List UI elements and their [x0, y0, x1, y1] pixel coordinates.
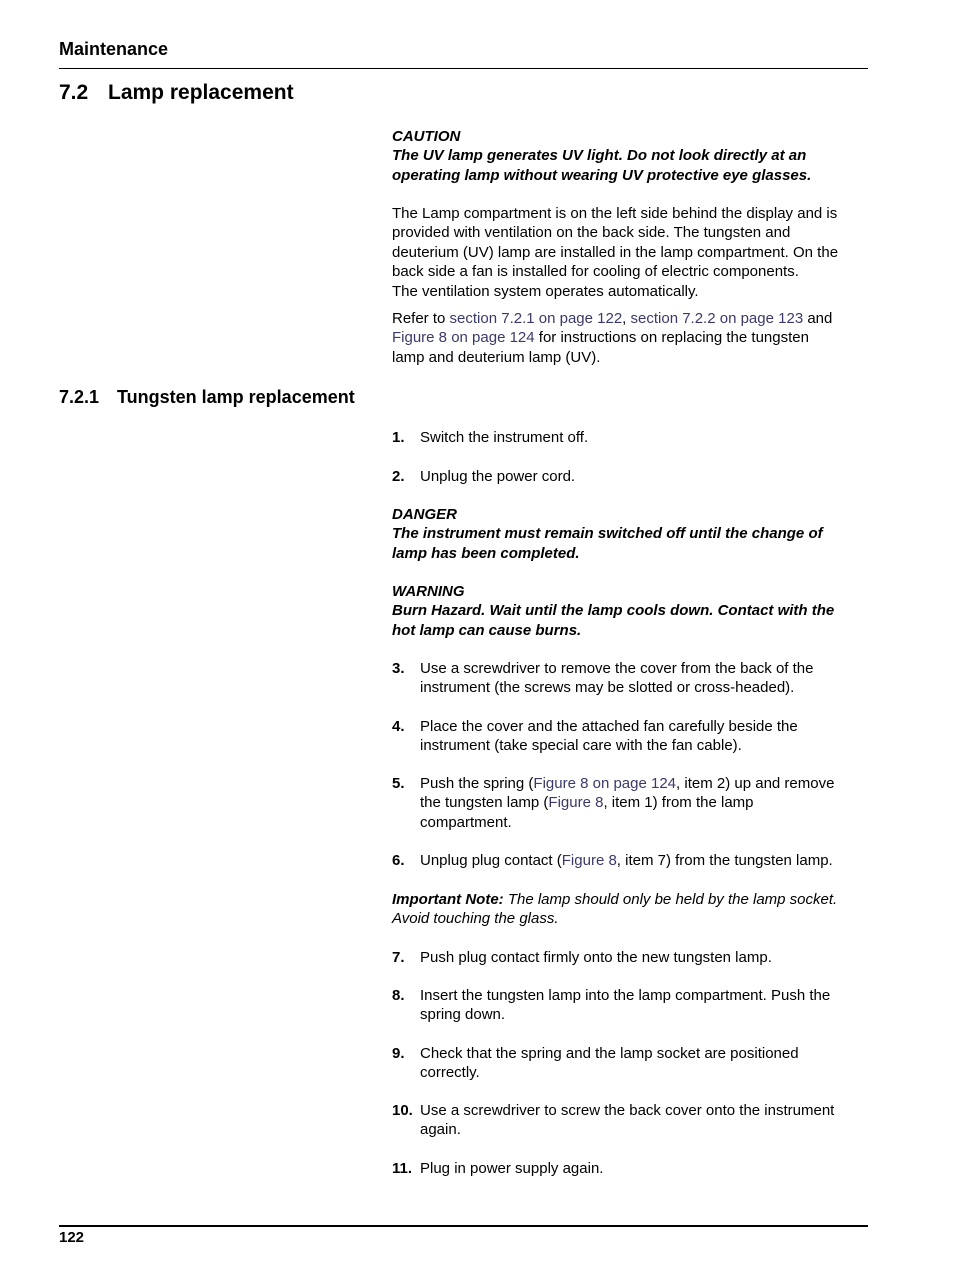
- reference-line: [392, 309, 868, 328]
- step-text: Plug in power supply again.: [420, 1160, 604, 1177]
- header-rule: [59, 68, 868, 69]
- intro-line: The Lamp compartment is on the left side behind the display and is: [392, 205, 838, 222]
- step-8: [392, 986, 868, 1025]
- step-number: 3.: [392, 660, 405, 677]
- step-number: 5.: [392, 775, 405, 792]
- step-text-line: Use a screwdriver to screw the back cover onto the instrument: [420, 1102, 835, 1119]
- figure-8-link[interactable]: Figure 8: [561, 852, 617, 869]
- step-number: 2.: [392, 468, 405, 485]
- step-number: 11.: [392, 1160, 413, 1177]
- note-text: The lamp should only be held by the lamp socket.: [503, 891, 838, 908]
- step-text-line: Place the cover and the attached fan carefully beside the: [420, 718, 798, 735]
- caution-box: [392, 127, 868, 185]
- running-header: Maintenance: [59, 39, 169, 59]
- step-text: Push plug contact firmly onto the new tungsten lamp.: [420, 949, 772, 966]
- danger-label: DANGER: [392, 506, 458, 523]
- step-5: [392, 774, 868, 832]
- note-label: Important Note:: [392, 891, 504, 908]
- intro-line: deuterium (UV) lamp are installed in the lamp compartment. On the: [392, 243, 839, 261]
- step-9: [392, 1044, 868, 1083]
- step-text-line: [420, 793, 868, 812]
- step-text-line: Check that the spring and the lamp socket are positioned: [420, 1045, 799, 1062]
- caution-text-line: operating lamp without wearing UV protective eye glasses.: [392, 166, 812, 184]
- step-2: [392, 467, 868, 486]
- subsection-number: 7.2.1: [59, 387, 100, 407]
- warning-text-line: Burn Hazard. Wait until the lamp cools down. Contact with the: [392, 602, 835, 620]
- caution-label: CAUTION: [392, 128, 461, 145]
- subsection-heading: [59, 387, 355, 408]
- step-number: 8.: [392, 987, 405, 1004]
- figure-8-link[interactable]: Figure 8 on page 124: [392, 329, 535, 347]
- step-text: , item 7) from the tungsten lamp.: [616, 852, 833, 869]
- step-number: 4.: [392, 718, 405, 735]
- page-number: 122: [59, 1229, 85, 1246]
- intro-line: provided with ventilation on the back side. The tungsten and: [392, 224, 791, 242]
- reference-text: Refer to: [392, 310, 450, 327]
- important-note: [392, 890, 868, 929]
- figure-8-link[interactable]: Figure 8: [548, 794, 604, 812]
- danger-box: [392, 505, 868, 563]
- warning-box: [392, 582, 868, 640]
- step-text-line: [420, 774, 868, 793]
- step-7: [392, 948, 868, 967]
- intro-line: The ventilation system operates automatically.: [392, 282, 699, 300]
- reference-text: and: [803, 310, 833, 327]
- warning-label: WARNING: [392, 583, 465, 600]
- step-6: [392, 851, 868, 870]
- step-text-line: correctly.: [420, 1064, 480, 1082]
- caution-text-line: The UV lamp generates UV light. Do not look directly at an: [392, 147, 807, 165]
- intro-paragraph: [392, 204, 868, 301]
- footer-rule: [59, 1225, 868, 1227]
- step-4: [392, 717, 868, 756]
- section-heading: [59, 81, 294, 105]
- step-number: 6.: [392, 852, 405, 869]
- section-7-2-1-link[interactable]: section 7.2.1 on page 122: [449, 310, 623, 327]
- step-text-line: Use a screwdriver to remove the cover from the back of the: [420, 660, 814, 677]
- reference-paragraph: [392, 309, 868, 367]
- note-line: Avoid touching the glass.: [392, 910, 559, 928]
- step-text: Switch the instrument off.: [420, 429, 589, 446]
- step-text: , item 2) up and remove: [676, 775, 835, 792]
- step-text: Push the spring (: [420, 775, 534, 792]
- step-text-line: compartment.: [420, 813, 512, 831]
- intro-line: back side a fan is installed for cooling of electric components.: [392, 263, 799, 281]
- section-title: Lamp replacement: [108, 81, 294, 104]
- step-text-line: [420, 851, 868, 870]
- step-11: [392, 1159, 868, 1178]
- step-10: [392, 1101, 868, 1140]
- step-text: Unplug plug contact (: [420, 852, 562, 869]
- step-text-line: spring down.: [420, 1006, 506, 1024]
- reference-text: ,: [622, 310, 631, 327]
- warning-text-line: hot lamp can cause burns.: [392, 621, 582, 639]
- step-text-line: Insert the tungsten lamp into the lamp compartment. Push the: [420, 987, 831, 1004]
- step-1: [392, 428, 868, 447]
- reference-line: [392, 328, 868, 347]
- note-line: [392, 890, 868, 909]
- step-number: 9.: [392, 1045, 405, 1062]
- subsection-title: Tungsten lamp replacement: [117, 387, 355, 407]
- step-text-line: instrument (take special care with the fan cable).: [420, 737, 742, 755]
- step-text-line: again.: [420, 1121, 461, 1139]
- step-number: 7.: [392, 949, 405, 966]
- step-3: [392, 659, 868, 698]
- step-text: Unplug the power cord.: [420, 468, 576, 485]
- reference-text: for instructions on replacing the tungsten: [534, 329, 809, 347]
- step-number: 10.: [392, 1102, 413, 1119]
- step-text: , item 1) from the lamp: [603, 794, 754, 812]
- section-number: 7.2: [59, 81, 89, 104]
- step-text-line: instrument (the screws may be slotted or cross-headed).: [420, 679, 795, 697]
- step-text: the tungsten lamp (: [420, 794, 549, 812]
- danger-text-line: The instrument must remain switched off until the change of: [392, 525, 823, 543]
- figure-8-page-124-link[interactable]: Figure 8 on page 124: [533, 775, 677, 792]
- section-7-2-2-link[interactable]: section 7.2.2 on page 123: [630, 310, 804, 327]
- step-number: 1.: [392, 429, 405, 446]
- danger-text-line: lamp has been completed.: [392, 544, 580, 562]
- reference-line: lamp and deuterium lamp (UV).: [392, 348, 601, 366]
